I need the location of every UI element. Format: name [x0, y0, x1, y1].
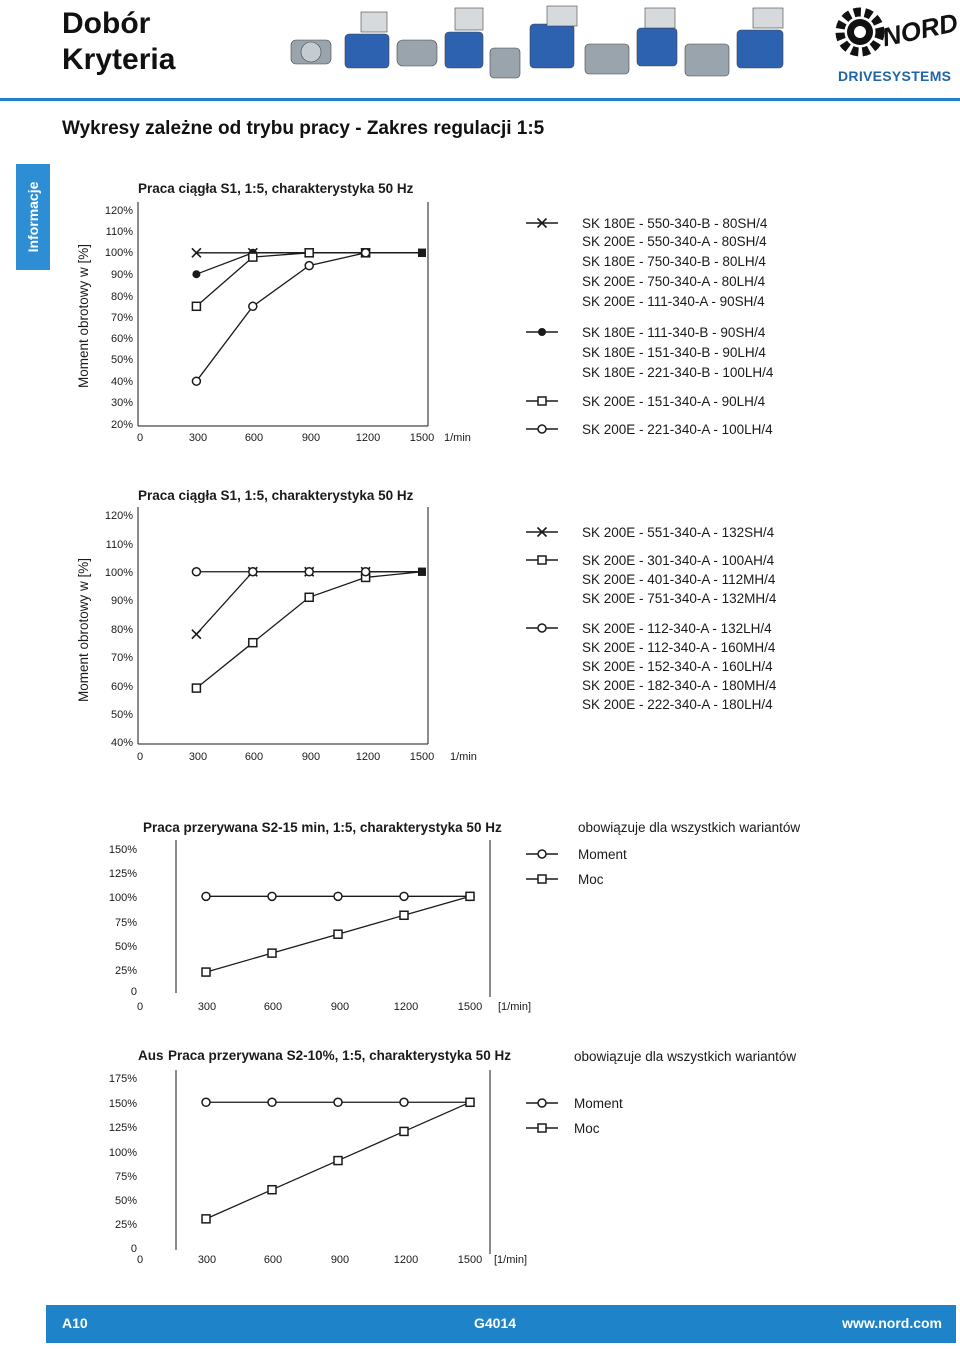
- legend-symbol-marker: [538, 1099, 546, 1107]
- legend-symbol-marker: [538, 1124, 546, 1132]
- x-tick-label: 1200: [393, 1001, 419, 1013]
- y-tick-label: 100%: [104, 247, 133, 259]
- legend-entry: SK 200E - 112-340-A - 132LH/4: [582, 621, 772, 636]
- legend-entry: SK 180E - 550-340-B - 80SH/4: [582, 216, 768, 231]
- y-tick-label: 20%: [110, 419, 133, 431]
- section-subtitle: Wykresy zależne od trybu pracy - Zakres regulacji 1:5: [62, 118, 545, 139]
- chart-title: Praca ciągła S1, 1:5, charakterystyka 50 Hz: [138, 488, 414, 503]
- logo-subtext: DRIVESYSTEMS: [838, 68, 952, 84]
- x-tick-label: 1200: [355, 432, 381, 444]
- y-tick-label: 125%: [108, 868, 137, 880]
- y-tick-label: 150%: [108, 1098, 137, 1110]
- legend-entry: SK 180E - 111-340-B - 90SH/4: [582, 325, 766, 340]
- series-circle: [202, 1096, 623, 1111]
- data-point: [400, 1098, 408, 1106]
- x-tick-label: 1200: [355, 751, 381, 763]
- x-tick-label: 1500: [409, 432, 435, 444]
- y-tick-label: 50%: [114, 1195, 137, 1207]
- x-tick-label: 300: [188, 751, 208, 763]
- legend-entry: SK 200E - 151-340-A - 90LH/4: [582, 394, 766, 409]
- legend-entry: SK 200E - 301-340-A - 100AH/4: [582, 553, 775, 568]
- legend-entry: SK 200E - 221-340-A - 100LH/4: [582, 422, 773, 437]
- legend-entry: Moment: [578, 847, 627, 862]
- y-tick-label: 0: [130, 1243, 137, 1255]
- x-tick-label: 300: [197, 1001, 217, 1013]
- y-tick-label: 150%: [108, 844, 137, 856]
- x-tick-label: 300: [188, 432, 208, 444]
- chart-title: Praca przerywana S2-10%, 1:5, charakterystyka 50 Hz: [168, 1048, 511, 1063]
- y-tick-label: 25%: [114, 965, 137, 977]
- y-tick-label: 100%: [108, 1147, 137, 1159]
- logo-wordmark: NORD: [879, 7, 960, 53]
- legend-entry: SK 200E - 111-340-A - 90SH/4: [582, 294, 765, 309]
- x-tick-label: 600: [263, 1001, 283, 1013]
- legend-entry: SK 200E - 182-340-A - 180MH/4: [582, 678, 777, 693]
- y-tick-label: 75%: [114, 917, 137, 929]
- x-tick-label: 0: [136, 432, 144, 444]
- legend-entry: SK 180E - 151-340-B - 90LH/4: [582, 345, 766, 360]
- y-tick-label: 50%: [110, 354, 133, 366]
- chart-body: [109, 1048, 796, 1266]
- chart-note: obowiązuje dla wszystkich wariantów: [574, 1049, 797, 1064]
- x-tick-label: 900: [330, 1254, 350, 1266]
- footer-catalog-code: G4014: [474, 1315, 517, 1331]
- y-tick-label: 120%: [104, 205, 133, 217]
- legend-entry: Moment: [574, 1096, 623, 1111]
- x-tick-label: 0: [136, 751, 144, 763]
- chart-title: Praca ciągła S1, 1:5, charakterystyka 50 Hz: [138, 181, 414, 196]
- legend-entry: SK 200E - 551-340-A - 132SH/4: [582, 525, 775, 540]
- legend-entry: Moc: [578, 872, 604, 887]
- chart-title-overlap: Aus: [138, 1048, 164, 1063]
- x-tick-label: 1500: [457, 1254, 483, 1266]
- data-point: [334, 1098, 342, 1106]
- data-point: [202, 1098, 210, 1106]
- y-tick-label: 80%: [110, 624, 133, 636]
- legend-entry: SK 200E - 222-340-A - 180LH/4: [582, 697, 773, 712]
- x-axis-unit: 1/min: [450, 751, 477, 763]
- y-axis-label: Moment obrotowy w [%]: [76, 557, 91, 703]
- page-title-line1: Dobór: [62, 7, 151, 40]
- data-point: [466, 1098, 474, 1106]
- x-tick-label: 1500: [457, 1001, 483, 1013]
- legend-entry: SK 200E - 750-340-A - 80LH/4: [582, 274, 766, 289]
- side-tab-label: Informacje: [25, 181, 41, 253]
- legend-entry: SK 200E - 550-340-A - 80SH/4: [582, 234, 767, 249]
- footer-bar: [46, 1305, 956, 1343]
- x-tick-label: 0: [136, 1001, 144, 1013]
- y-tick-label: 40%: [110, 376, 133, 388]
- y-tick-label: 110%: [105, 539, 133, 551]
- data-point: [334, 1157, 342, 1165]
- chart-note: obowiązuje dla wszystkich wariantów: [578, 820, 801, 835]
- legend-entry: SK 180E - 221-340-B - 100LH/4: [582, 365, 774, 380]
- x-tick-label: 900: [301, 432, 321, 444]
- legend-entry: SK 200E - 112-340-A - 160MH/4: [582, 640, 776, 655]
- y-tick-label: 70%: [110, 312, 133, 324]
- data-point: [268, 1186, 276, 1194]
- x-tick-label: 1200: [393, 1254, 419, 1266]
- y-tick-label: 70%: [110, 652, 133, 664]
- x-axis-unit: 1/min: [444, 432, 471, 444]
- y-tick-label: 175%: [108, 1073, 137, 1085]
- x-tick-label: 300: [197, 1254, 217, 1266]
- x-tick-label: 600: [244, 432, 264, 444]
- x-axis-unit: [1/min]: [494, 1254, 528, 1266]
- page-title-line2: Kryteria: [62, 43, 176, 76]
- series-square: [202, 1098, 600, 1223]
- x-tick-label: 0: [136, 1254, 144, 1266]
- data-point: [268, 1098, 276, 1106]
- data-point: [400, 1127, 408, 1135]
- data-point: [202, 1215, 210, 1223]
- x-axis-unit: [1/min]: [498, 1001, 532, 1013]
- y-tick-label: 30%: [110, 397, 133, 409]
- y-tick-label: 80%: [110, 291, 133, 303]
- y-tick-label: 50%: [110, 709, 133, 721]
- y-tick-label: 125%: [108, 1122, 137, 1134]
- y-tick-label: 0: [130, 986, 137, 998]
- y-tick-label: 50%: [114, 941, 137, 953]
- y-axis-label: Moment obrotowy w [%]: [76, 243, 91, 389]
- chart-title: Praca przerywana S2-15 min, 1:5, charakterystyka 50 Hz: [143, 820, 502, 835]
- y-tick-label: 120%: [104, 510, 133, 522]
- legend-entry: SK 200E - 152-340-A - 160LH/4: [582, 659, 773, 674]
- x-tick-label: 1500: [409, 751, 435, 763]
- y-tick-label: 100%: [108, 892, 137, 904]
- legend-entry: SK 180E - 750-340-B - 80LH/4: [582, 254, 766, 269]
- x-tick-label: 600: [263, 1254, 283, 1266]
- y-tick-label: 25%: [114, 1219, 137, 1231]
- y-tick-label: 40%: [110, 737, 133, 749]
- y-tick-label: 90%: [110, 269, 133, 281]
- x-tick-label: 600: [244, 751, 264, 763]
- legend-entry: Moc: [574, 1121, 600, 1136]
- footer-page-number: A10: [62, 1315, 88, 1331]
- y-tick-label: 100%: [104, 567, 133, 579]
- footer-website-link[interactable]: www.nord.com: [842, 1315, 942, 1331]
- x-tick-label: 900: [330, 1001, 350, 1013]
- legend-entry: SK 200E - 751-340-A - 132MH/4: [582, 591, 777, 606]
- y-tick-label: 90%: [110, 595, 133, 607]
- y-tick-label: 110%: [105, 226, 133, 238]
- y-tick-label: 75%: [114, 1171, 137, 1183]
- y-tick-label: 60%: [110, 333, 133, 345]
- x-tick-label: 900: [301, 751, 321, 763]
- legend-entry: SK 200E - 401-340-A - 112MH/4: [582, 572, 776, 587]
- y-tick-label: 60%: [110, 681, 133, 693]
